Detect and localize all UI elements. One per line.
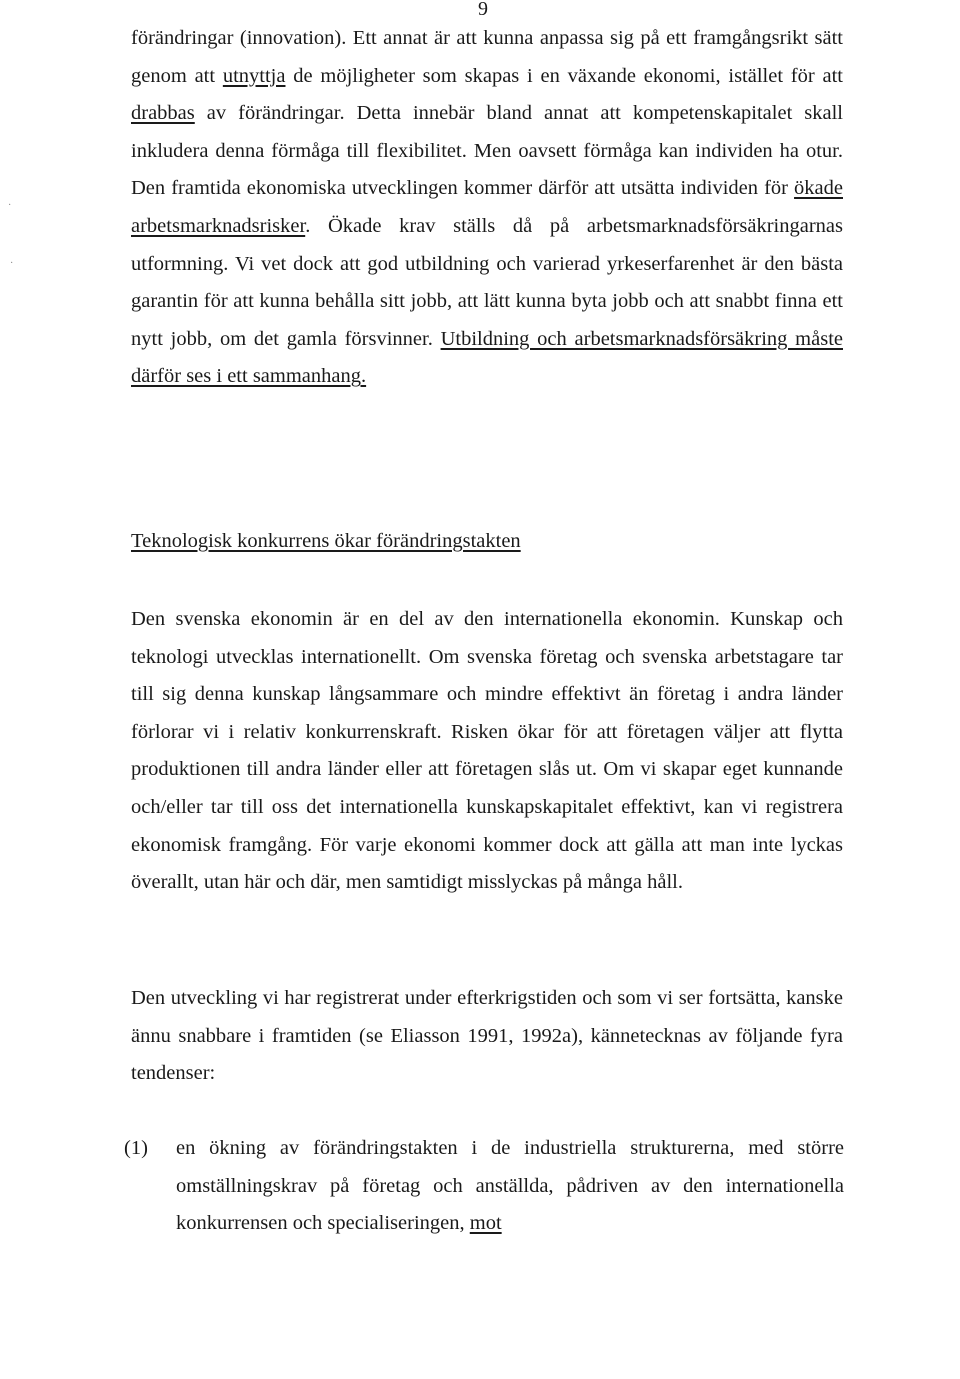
section-heading: Teknologisk konkurrens ökar förändringstakten <box>131 530 521 552</box>
paragraph-3: Den utveckling vi har registrerat under efterkrigstiden och som vi ser fortsätta, kanske ännu snabbare i framtiden (se Eliasson 1991, 1992a), kännetecknas av följande fyra tendenser: <box>131 987 843 1085</box>
list-item-number: (1) <box>124 1137 148 1159</box>
scan-speck: · <box>8 200 12 211</box>
text-segment: av förändringar. Detta innebär bland annat att kompetenskapitalet skall inkludera denna förmåga till flexibilitet. Men oavsett förmåga kan individen ha otur. Den framtida ekonomiska utvecklingen kommer därför att utsätta individen för <box>131 102 843 200</box>
text-segment: de möjligheter som skapas i en växande ekonomi, istället för att <box>285 64 843 87</box>
underlined-phrase: utnyttja <box>222 64 286 87</box>
page-number: 9 <box>478 0 488 20</box>
underlined-phrase: ökade arbetsmarknadsrisker <box>131 177 843 237</box>
list-item-text <box>176 1130 844 1243</box>
list-item-body: en ökning av förändringstakten i de industriella strukturerna, med större omställningskrav på företag och anställda, pådriven av den internationella konkurrensen och specialiseringen, <box>176 1137 844 1235</box>
text-segment: förändringar (innovation). Ett annat är att kunna anpassa sig på ett framgångsrikt sätt genom att <box>131 27 843 87</box>
list-item-underlined-word: mot <box>469 1212 502 1235</box>
underlined-phrase: drabbas <box>131 102 195 125</box>
scan-speck: · <box>10 258 14 269</box>
paragraph-1 <box>131 20 843 396</box>
text-segment: . Ökade krav ställs då på arbetsmarknadsförsäkringarnas utformning. Vi vet dock att god utbildning och varierad yrkeserfarenhet är den bästa garantin för att kunna behålla sitt jobb, att lätt kunna byta jobb och att snabbt finna ett nytt jobb, om det gamla försvinner. <box>131 214 843 350</box>
underlined-phrase: Utbildning och arbetsmarknadsförsäkring måste därför ses i ett sammanhang. <box>131 327 843 388</box>
paragraph-2: Den svenska ekonomin är en del av den internationella ekonomin. Kunskap och teknologi utvecklas internationellt. Om svenska företag och svenska arbetstagare tar till sig denna kunskap långsammare och mindre effektivt än företag i andra länder förlorar vi i relativ konkurrenskraft. Risken ökar för att företagen väljer att flytta produktionen till andra länder eller att företagen slås ut. Om vi skapar eget kunnande och/eller tar till oss det internationella kunskapskapitalet effektivt, kan vi registrera ekonomisk framgång. För varje ekonomi kommer dock att gälla att man inte lyckas överallt, utan här och där, men samtidigt misslyckas på många håll. <box>131 608 843 894</box>
